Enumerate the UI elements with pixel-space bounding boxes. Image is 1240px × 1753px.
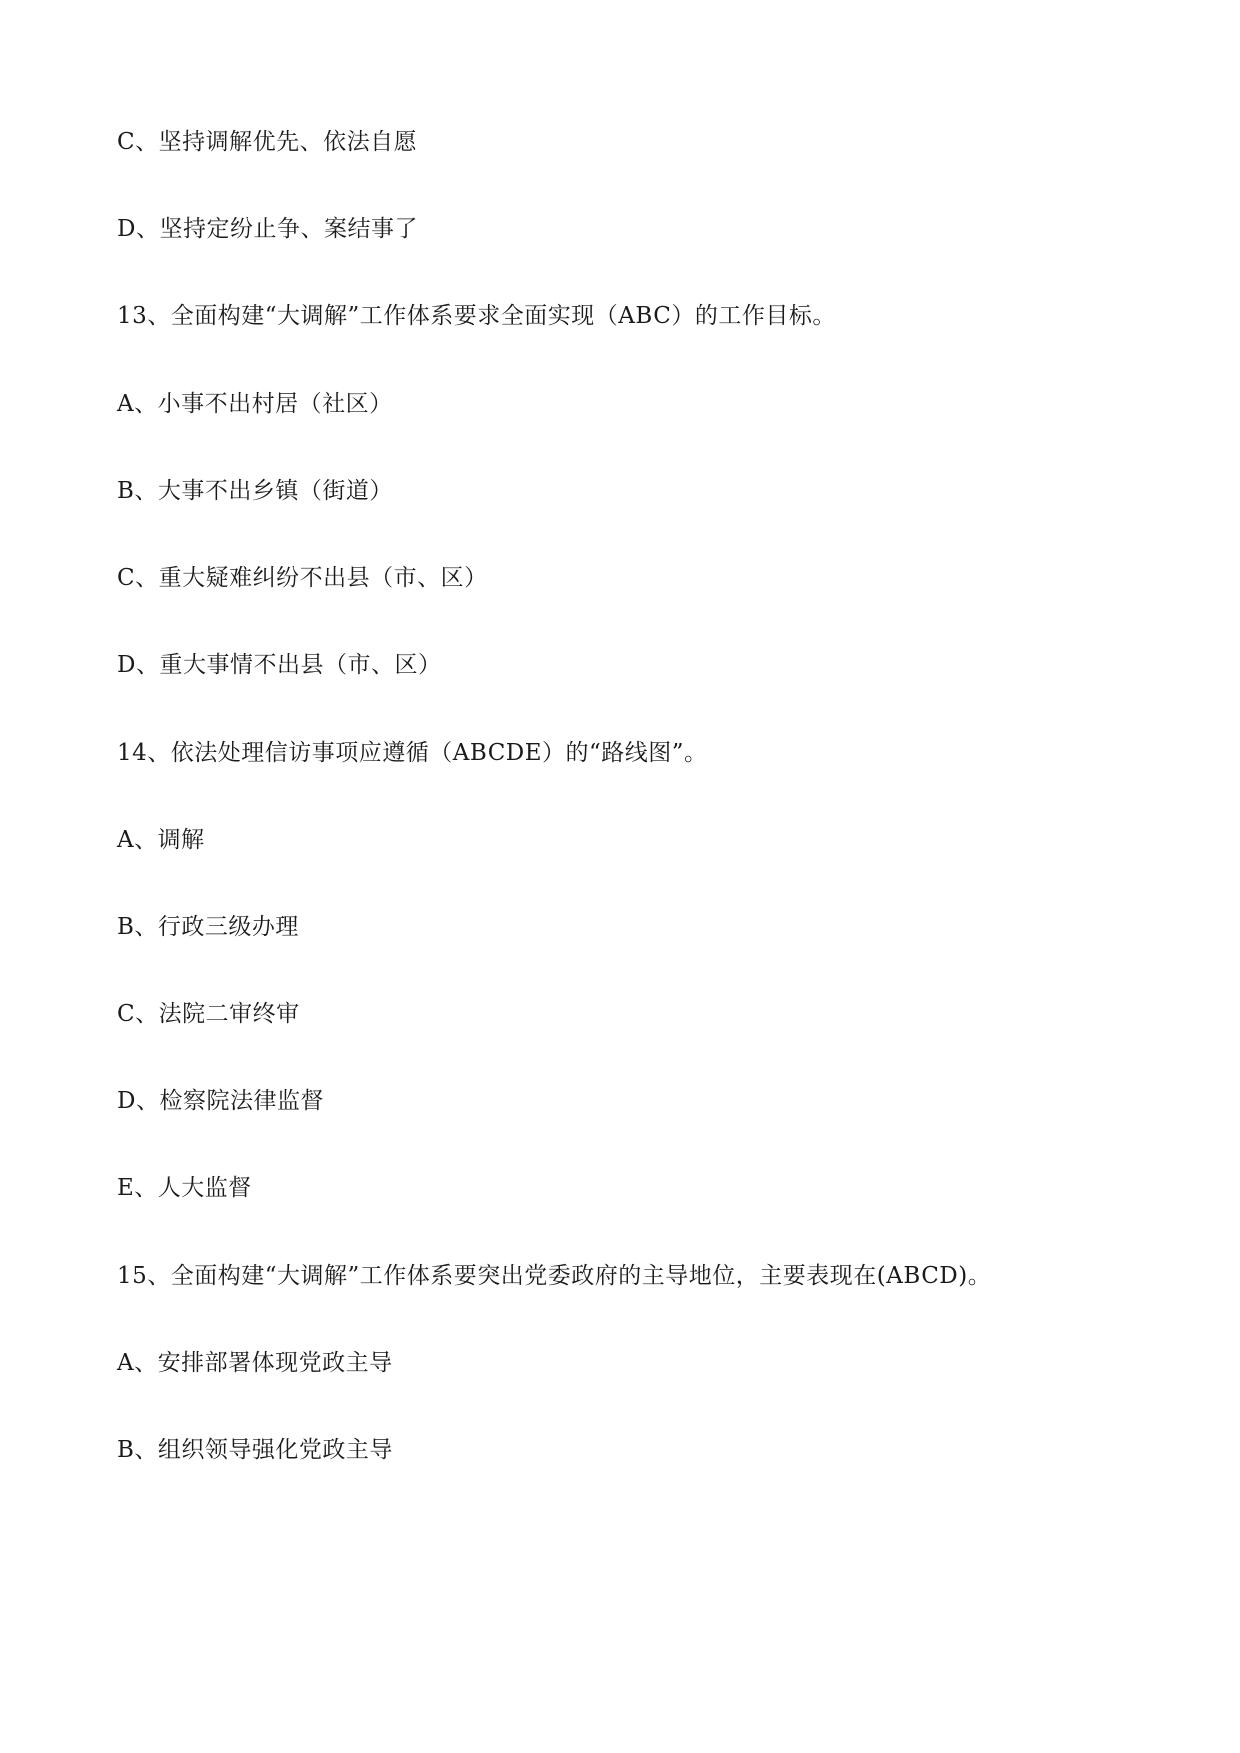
option-c-q13: C、重大疑难纠纷不出县（市、区） xyxy=(117,565,488,591)
option-a-q14: A、调解 xyxy=(117,827,205,853)
question-14: 14、依法处理信访事项应遵循（ABCDE）的“路线图”。 xyxy=(117,740,708,766)
option-c-q14: C、法院二审终审 xyxy=(117,1001,300,1027)
option-b-q15: B、组织领导强化党政主导 xyxy=(117,1437,393,1463)
option-e-q14: E、人大监督 xyxy=(117,1175,252,1201)
option-c-q12: C、坚持调解优先、依法自愿 xyxy=(117,129,418,155)
option-a-q13: A、小事不出村居（社区） xyxy=(117,391,393,417)
option-b-q14: B、行政三级办理 xyxy=(117,914,299,940)
option-a-q15: A、安排部署体现党政主导 xyxy=(117,1350,393,1376)
question-13: 13、全面构建“大调解”工作体系要求全面实现（ABC）的工作目标。 xyxy=(117,303,836,329)
option-d-q13: D、重大事情不出县（市、区） xyxy=(117,652,442,678)
option-d-q12: D、坚持定纷止争、案结事了 xyxy=(117,216,418,242)
option-d-q14: D、检察院法律监督 xyxy=(117,1088,324,1114)
option-b-q13: B、大事不出乡镇（街道） xyxy=(117,478,393,504)
question-15: 15、全面构建“大调解”工作体系要突出党委政府的主导地位，主要表现在(ABCD)。 xyxy=(117,1263,992,1289)
